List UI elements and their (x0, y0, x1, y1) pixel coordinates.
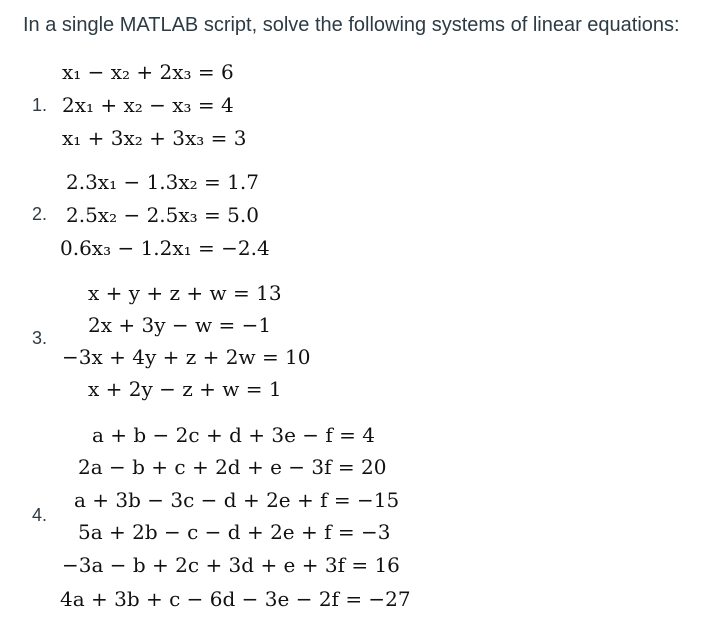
problem-4-equation: a + 3b − 3c − d + 2e + f = −15 (74, 488, 400, 512)
problem-1-equation: x₁ + 3x₂ + 3x₃ = 3 (62, 126, 247, 150)
problem-4-equation: 5a + 2b − c − d + 2e + f = −3 (78, 520, 391, 544)
problem-1-equation: x₁ − x₂ + 2x₃ = 6 (62, 60, 234, 84)
problem-3-equation: x + y + z + w = 13 (88, 281, 282, 305)
problem-2-equation: 2.5x₂ − 2.5x₃ = 5.0 (66, 203, 259, 227)
problem-2-marker: 2. (32, 204, 48, 224)
problem-3-marker: 3. (32, 328, 48, 348)
prompt-text: In a single MATLAB script, solve the following systems of linear equations: (23, 14, 680, 36)
problem-1-equation: 2x₁ + x₂ − x₃ = 4 (62, 93, 234, 117)
problem-4-equation: −3a − b + 2c + 3d + e + 3f = 16 (62, 553, 400, 577)
problem-3-equation: x + 2y − z + w = 1 (88, 377, 282, 401)
problem-4-equation: a + b − 2c + d + 3e − f = 4 (92, 423, 375, 447)
problem-2-equation: 2.3x₁ − 1.3x₂ = 1.7 (66, 170, 259, 194)
problem-4-equation: 2a − b + c + 2d + e − 3f = 20 (78, 455, 387, 479)
problem-4-equation: 4a + 3b + c − 6d − 3e − 2f = −27 (60, 587, 411, 611)
problem-1-marker: 1. (32, 95, 48, 115)
problem-4-marker: 4. (32, 505, 48, 525)
problem-3-equation: 2x + 3y − w = −1 (88, 313, 272, 337)
problem-2-equation: 0.6x₃ − 1.2x₁ = −2.4 (60, 236, 270, 260)
problem-3-equation: −3x + 4y + z + 2w = 10 (62, 345, 311, 369)
